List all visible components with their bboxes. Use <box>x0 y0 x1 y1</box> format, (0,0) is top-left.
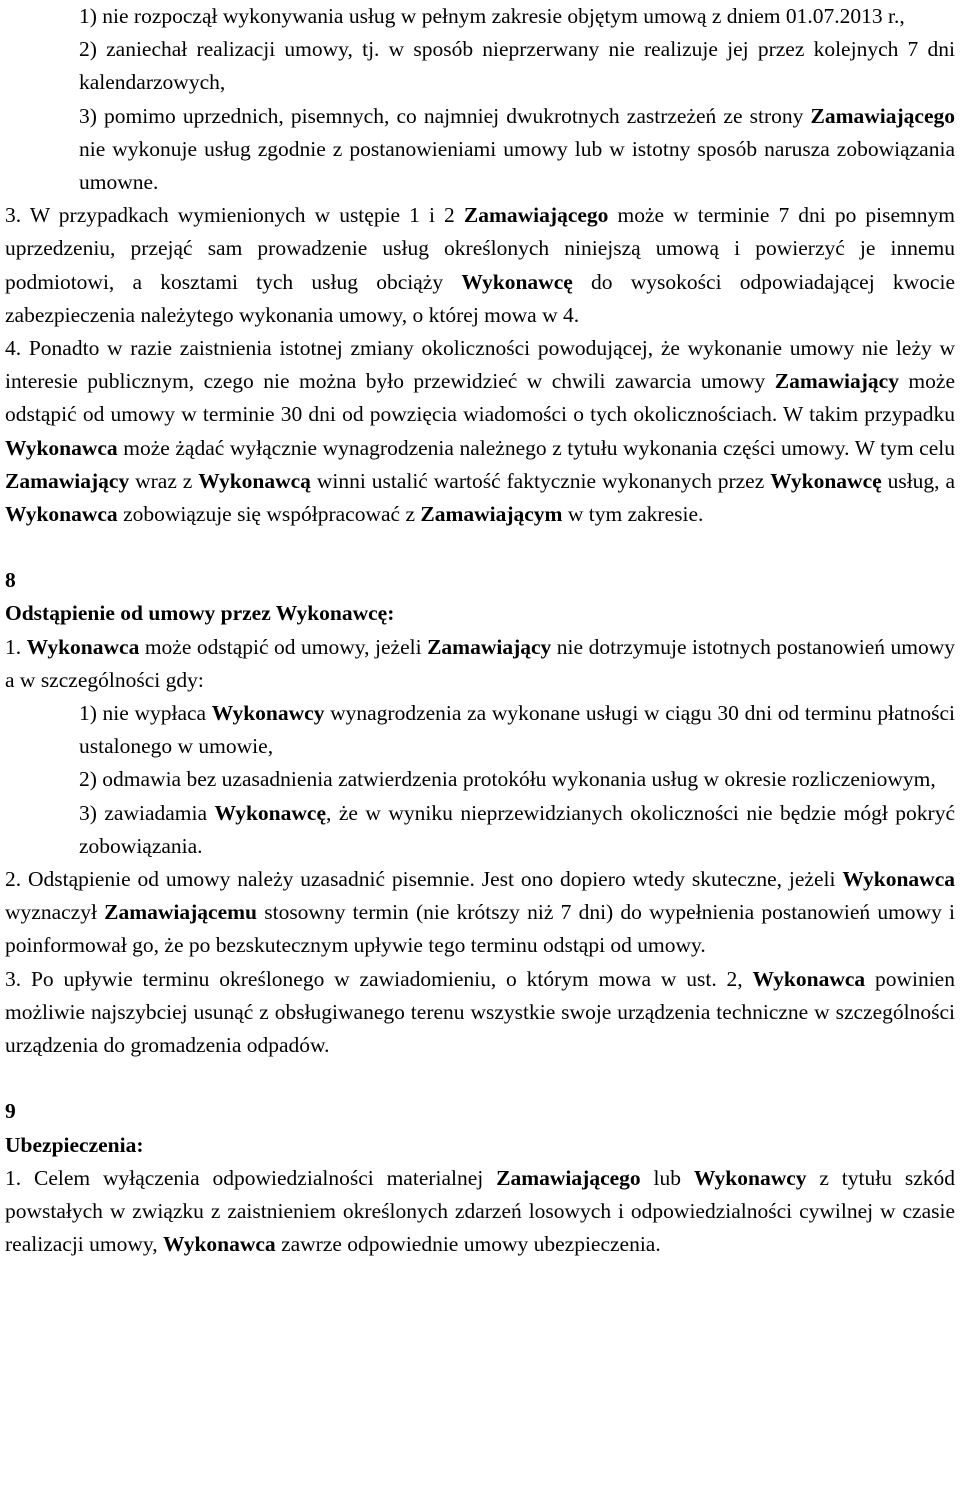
text-run: , że w wyniku nieprzewidzianych okoliczności nie będzie mógł pokryć zobowiązania. <box>79 800 955 858</box>
text-run: Ubezpieczenia: <box>5 1132 144 1157</box>
bold-term: Wykonawca <box>5 435 118 460</box>
text-run: usług, a <box>881 468 955 493</box>
text-run: 1. <box>5 634 27 659</box>
section-heading <box>5 597 955 630</box>
bold-term: Wykonawcę <box>461 269 573 294</box>
bold-term: Zamawiający <box>427 634 552 659</box>
text-run: wynagrodzenia za wykonane usługi w ciągu 30 dni od terminu płatności ustalonego w umowie, <box>79 701 955 759</box>
text-run: wyznaczył <box>5 900 105 925</box>
paragraph <box>5 963 955 1063</box>
paragraph <box>5 797 955 863</box>
bold-term: Wykonawca <box>752 966 866 991</box>
text-run: powinien możliwie najszybciej usunąć z obsługiwanego terenu wszystkie swoje urządzenia techniczne w szczególności urządzenia do gromadzenia odpadów. <box>5 966 955 1058</box>
text-run: z tytułu szkód powstałych w związku z zaistnieniem określonych zdarzeń losowych i odpowiedzialności cywilnej w czasie realizacji umowy, <box>5 1165 956 1257</box>
text-run: 4. Ponadto w razie zaistnienia istotnej zmiany okoliczności powodującej, że wykonanie umowy nie leży w interesie publicznym, czego nie można było przewidzieć w chwili zawarcia umowy <box>5 336 955 394</box>
text-run: może odstąpić od umowy, jeżeli <box>139 634 428 659</box>
paragraph <box>5 1162 955 1262</box>
bold-term: Zamawiający <box>774 369 899 394</box>
paragraph <box>5 0 955 33</box>
text-run: 3) pomimo uprzednich, pisemnych, co najmniej dwukrotnych zastrzeżeń ze strony <box>79 103 811 128</box>
text-run: lub <box>640 1165 694 1190</box>
bold-term: Wykonawcy <box>693 1165 807 1190</box>
text-run: 8 <box>5 568 16 593</box>
bold-term: Zamawiającego <box>463 203 609 228</box>
bold-term: Wykonawcę <box>770 468 882 493</box>
bold-term: Zamawiającego <box>496 1165 641 1190</box>
bold-term: Wykonawca <box>26 634 140 659</box>
paragraph <box>5 33 955 99</box>
paragraph <box>5 763 955 796</box>
text-run: stosowny termin (nie krótszy niż 7 dni) do wypełnienia postanowień umowy i poinformował go, że po bezskutecznym upływie tego terminu odstąpi od umowy. <box>5 900 956 958</box>
text-run: 1) nie rozpoczął wykonywania usług w pełnym zakresie objętym umową z dniem 01.07.2013 r., <box>79 4 905 28</box>
bold-term: Zamawiającemu <box>104 900 258 925</box>
text-run: może żądać wyłącznie wynagrodzenia należnego z tytułu wykonania części umowy. W tym celu <box>117 435 955 460</box>
bold-term: Wykonawcy <box>211 701 325 726</box>
paragraph <box>5 100 955 200</box>
bold-term: Wykonawca <box>163 1232 276 1257</box>
paragraph <box>5 631 955 697</box>
text-run: nie dotrzymuje istotnych postanowień umowy a w szczególności gdy: <box>5 634 956 692</box>
paragraph <box>5 199 955 332</box>
text-run: Odstąpienie od umowy przez Wykonawcę: <box>5 601 395 626</box>
text-run: winni ustalić wartość faktycznie wykonanych przez <box>310 468 771 493</box>
bold-term: Wykonawca <box>5 502 118 527</box>
paragraph-gap <box>5 531 955 564</box>
bold-term: Wykonawcę <box>214 800 326 825</box>
text-run: 2. Odstąpienie od umowy należy uzasadnić pisemnie. Jest ono dopiero wtedy skuteczne, jeżeli <box>5 867 843 892</box>
text-run: 9 <box>5 1099 16 1124</box>
text-run: nie wykonuje usług zgodnie z postanowieniami umowy lub w istotny sposób narusza zobowiązania umowne. <box>79 136 955 195</box>
text-run: wraz z <box>129 468 199 493</box>
text-run: w tym zakresie. <box>562 502 704 527</box>
paragraph <box>5 863 955 963</box>
paragraph <box>5 697 955 763</box>
text-run: 3. Po upływie terminu określonego w zawiadomieniu, o którym mowa w ust. 2, <box>5 966 753 991</box>
bold-term: Zamawiający <box>5 468 130 493</box>
text-run: zobowiązuje się współpracować z <box>117 502 421 527</box>
section-heading <box>5 1095 955 1128</box>
section-heading <box>5 1129 955 1162</box>
text-run: 2) zaniechał realizacji umowy, tj. w sposób nieprzerwany nie realizuje jej przez kolejnych 7 dni kalendarzowych, <box>79 37 955 95</box>
bold-term: Wykonawca <box>842 867 955 892</box>
text-run: może odstąpić od umowy w terminie 30 dni od powzięcia wiadomości o tych okolicznościach. W takim przypadku <box>5 369 955 427</box>
bold-term: Zamawiającym <box>420 502 563 527</box>
text-run: może w terminie 7 dni po pisemnym uprzedzeniu, przejąć sam prowadzenie usług określonych niniejszą umową i powierzyć je innemu podmiotowi, a kosztami tych usług obciąży <box>5 203 956 294</box>
section-heading <box>5 564 955 597</box>
text-run: do wysokości odpowiadającej kwocie zabezpieczenia należytego wykonania umowy, o której mowa w 4. <box>5 269 955 327</box>
paragraph <box>5 332 955 531</box>
text-run: 1. Celem wyłączenia odpowiedzialności materialnej <box>5 1165 497 1190</box>
bold-term: Zamawiającego <box>810 103 955 128</box>
text-run: 1) nie wypłaca <box>79 701 212 726</box>
text-run: 3) zawiadamia <box>79 800 215 825</box>
text-run: zawrze odpowiednie umowy ubezpieczenia. <box>275 1232 661 1257</box>
text-run: 3. W przypadkach wymienionych w ustępie 1 i 2 <box>5 203 464 228</box>
text-run: 2) odmawia bez uzasadnienia zatwierdzenia protokółu wykonania usług w okresie rozliczeniowym, <box>79 767 936 792</box>
bold-term: Wykonawcą <box>198 468 311 493</box>
paragraph-gap <box>5 1062 955 1095</box>
